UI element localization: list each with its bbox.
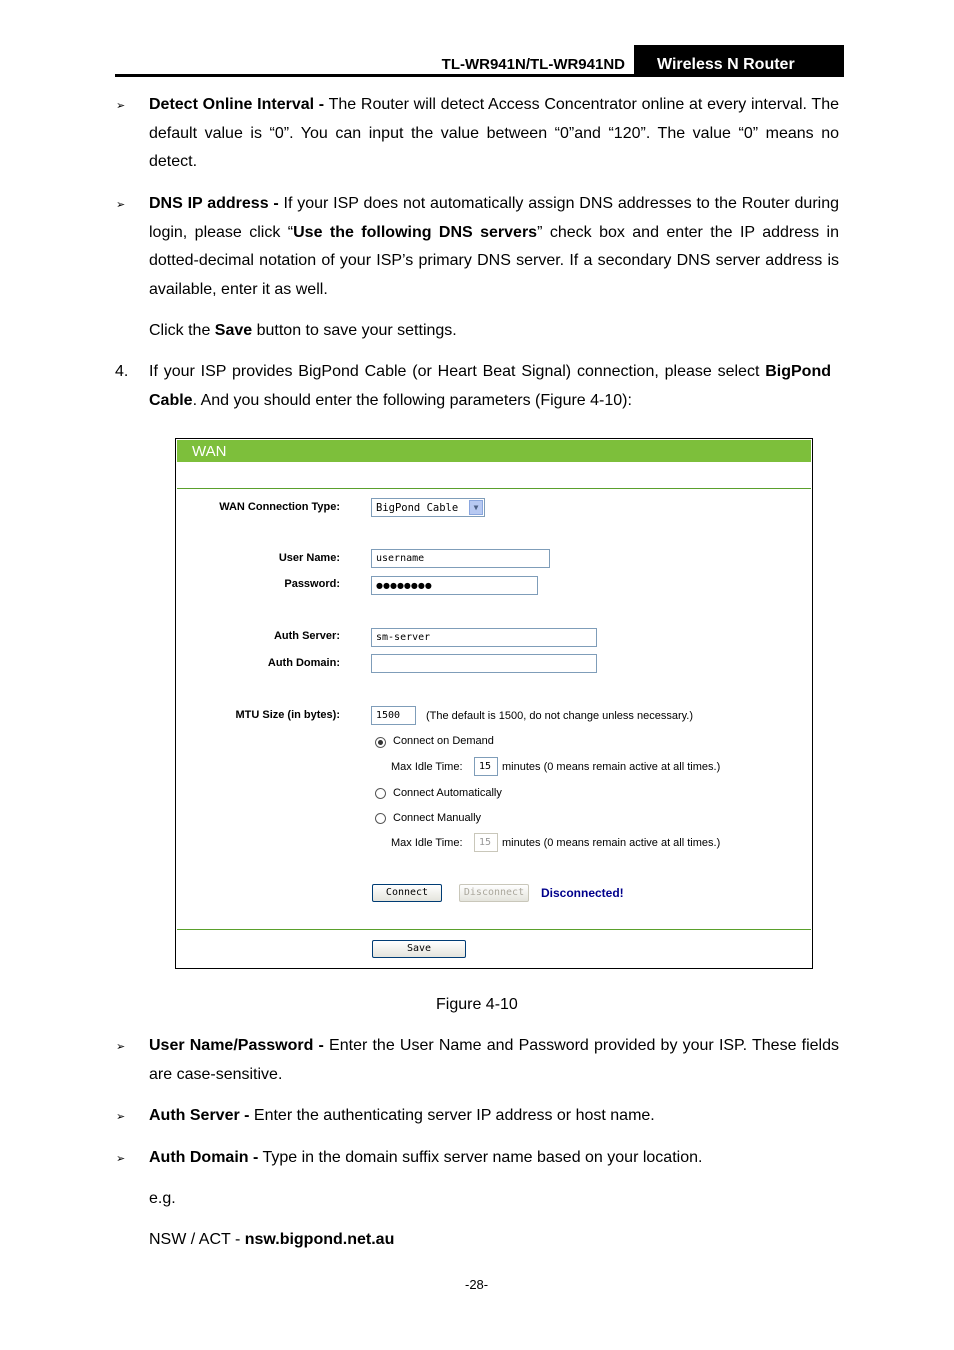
mtu-note: (The default is 1500, do not change unless necessary.) (426, 710, 694, 722)
mtu-input[interactable]: 1500 (371, 706, 416, 725)
chevron-down-icon[interactable]: ▼ (469, 500, 483, 515)
bullet-icon: ➢ (116, 1041, 126, 1053)
auth-domain-term: Auth Domain - (149, 1149, 259, 1166)
connect-demand-label: Connect on Demand (393, 735, 494, 747)
auth-domain-text: Type in the domain suffix server name based on your location. (258, 1149, 703, 1166)
wan-title: WAN (177, 440, 811, 462)
connect-auto-label: Connect Automatically (393, 787, 502, 799)
conn-type-value: BigPond Cable (376, 502, 459, 514)
radio-connect-manual[interactable] (375, 813, 386, 824)
step-number: 4. (115, 363, 129, 380)
mtu-label: MTU Size (in bytes): (235, 709, 340, 721)
click-save-text1: Click the (149, 322, 215, 339)
figure-caption: Figure 4-10 (436, 996, 518, 1013)
wan-title-rule (177, 488, 811, 489)
auth-server-text: Enter the authenticating server IP address or host name. (249, 1107, 655, 1124)
connect-button[interactable]: Connect (372, 884, 442, 902)
click-save-bold: Save (214, 322, 253, 339)
username-label: User Name: (278, 552, 340, 564)
bullet-icon: ➢ (116, 100, 126, 112)
detect-paragraph (149, 91, 839, 177)
idle2-label: Max Idle Time: (391, 837, 463, 849)
bullet-icon: ➢ (116, 199, 126, 211)
nsw-bold: nsw.bigpond.net.au (244, 1231, 395, 1248)
auth-domain-label: Auth Domain: (267, 657, 340, 669)
bullet-icon: ➢ (116, 1111, 126, 1123)
idle-note: minutes (0 means remain active at all times.) (502, 761, 721, 773)
username-input[interactable]: username (371, 549, 550, 568)
auth-server-input[interactable]: sm-server (371, 628, 597, 647)
nsw-text: NSW / ACT - (149, 1231, 245, 1248)
detect-term: Detect Online Interval - (149, 96, 325, 113)
password-label: Password: (284, 578, 340, 590)
disconnect-button[interactable]: Disconnect (459, 884, 529, 902)
save-button[interactable]: Save (372, 940, 466, 958)
idle-time-input[interactable]: 15 (474, 757, 498, 776)
wan-panel (175, 438, 813, 969)
idle-label: Max Idle Time: (391, 761, 463, 773)
auth-server-term: Auth Server - (149, 1107, 250, 1124)
dns-term: DNS IP address - (149, 195, 279, 212)
username-paragraph (149, 1032, 839, 1089)
auth-server-label: Auth Server: (273, 630, 340, 642)
eg-text: e.g. (149, 1190, 176, 1207)
conn-type-select[interactable] (371, 498, 485, 517)
header-product: Wireless N Router (634, 45, 844, 77)
idle2-note: minutes (0 means remain active at all times.) (502, 837, 721, 849)
page-number: -28- (465, 1277, 489, 1292)
idle-time2-input[interactable]: 15 (474, 833, 498, 852)
bullet-icon: ➢ (116, 1153, 126, 1165)
username-text: Enter the User Name and Password provided by your ISP. These fields are case-sensitive. (149, 1037, 839, 1083)
dns-bold: Use the following DNS servers (293, 223, 538, 241)
radio-connect-demand[interactable] (375, 737, 386, 748)
status-text: Disconnected! (541, 886, 624, 900)
wan-footer-rule (177, 929, 811, 930)
username-term: User Name/Password - (149, 1037, 324, 1054)
conn-type-label: WAN Connection Type: (219, 501, 340, 513)
step4-text2: . And you should enter the following parameters (Figure 4-10): (192, 391, 632, 409)
dns-paragraph (149, 190, 839, 304)
header-rule (115, 74, 844, 77)
click-save-text2: button to save your settings. (252, 322, 457, 339)
auth-server-paragraph (149, 1102, 839, 1131)
click-save-paragraph (149, 317, 839, 346)
radio-connect-auto[interactable] (375, 788, 386, 799)
header-model: TL-WR941N/TL-WR941ND (441, 56, 625, 73)
step4-text1: If your ISP provides BigPond Cable (or Heart Beat Signal) connection, please select (149, 363, 766, 380)
detect-text: The Router will detect Access Concentrator online at every interval. The default value is “0”. You can input the value between “0”and “120”. The value “0” means no detect. (149, 96, 839, 171)
auth-domain-paragraph (149, 1144, 839, 1173)
step4-bold: BigPond Cable (149, 363, 831, 409)
step4-paragraph (149, 358, 831, 415)
dns-text2: ” check box and enter the IP address in dotted-decimal notation of your ISP’s primary DNS server. If a secondary DNS server address is available, enter it as well. (149, 223, 840, 298)
connect-manual-label: Connect Manually (393, 812, 482, 824)
auth-domain-input[interactable] (371, 654, 597, 673)
password-input[interactable]: ●●●●●●●● (371, 576, 538, 595)
dns-text1: If your ISP does not automatically assign DNS addresses to the Router during login, please click “ (149, 195, 839, 241)
nsw-paragraph (149, 1226, 839, 1255)
